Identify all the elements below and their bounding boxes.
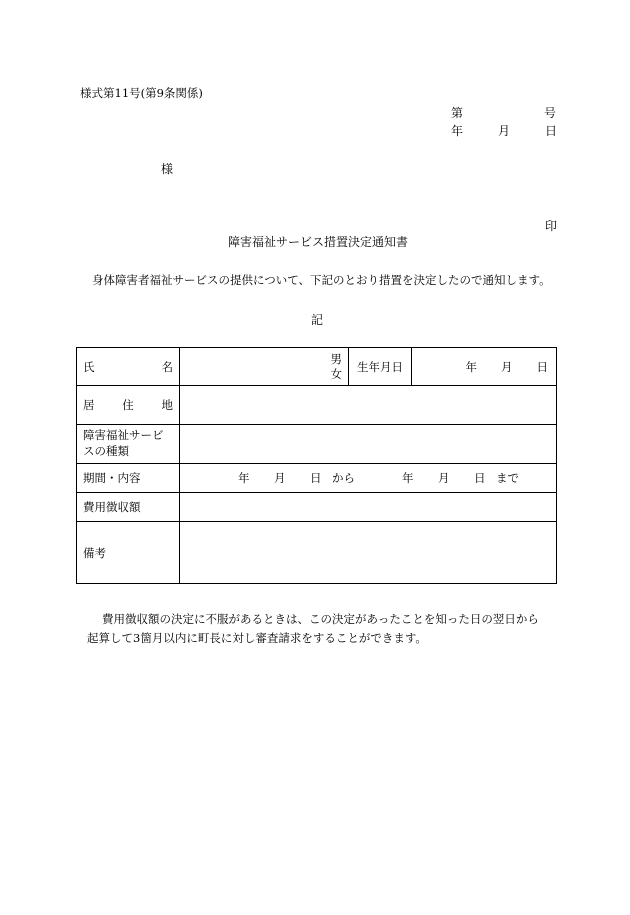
fee-label-cell: 費用徴収額 [77,493,180,522]
period-to-day: 日 [474,471,486,485]
page-title: 障害福祉サービス措置決定通知書 [228,235,409,249]
document-number-suffix: 号 [544,106,557,120]
table-row-period [77,464,557,493]
issue-date-day: 日 [545,124,558,138]
period-to-text: まで [496,471,519,485]
addressee-honorific: 様 [161,162,174,176]
period-from-day: 日 [310,471,322,485]
issue-date-month: 月 [498,124,511,138]
period-from-text: から [332,471,355,485]
remarks-label-cell: 備考 [77,522,180,584]
form-number: 様式第11号(第9条関係) [80,86,203,100]
service-type-label-cell [77,425,180,464]
birth-month: 月 [501,359,513,374]
birth-value-cell [412,348,557,386]
table-row-fee [77,493,557,522]
appeal-note-line2: 起算して3箇月以内に町長に対し審査請求をすることができます。 [87,631,427,645]
period-from-month: 月 [274,471,286,485]
seal-mark: 印 [545,219,558,233]
intro-text: 身体障害者福祉サービスの提供について、下記のとおり措置を決定したので通知します。 [92,273,551,287]
table-row-name [77,348,557,386]
table-row-service-type [77,425,557,464]
name-label-part2: 名 [161,359,173,374]
period-label-cell: 期間・内容 [77,464,180,493]
table-row-residence [77,386,557,425]
residence-label-cell [77,386,180,425]
birth-label-cell: 生年月日 [349,348,412,386]
sex-female: 女 [330,366,342,381]
document-number-prefix: 第 [451,106,464,120]
service-type-label-line2: スの種類 [83,444,129,458]
table-row-remarks [77,522,557,584]
remarks-value-cell [180,522,557,584]
issue-date-year: 年 [451,124,464,138]
residence-value-cell [180,386,557,425]
name-label-part1: 氏 [83,359,95,374]
appeal-note-line1: 費用徴収額の決定に不服があるときは、この決定があったことを知った日の翌日から [102,612,539,626]
service-type-value-cell [180,425,557,464]
name-value-cell [180,348,349,386]
fee-value-cell [180,493,557,522]
period-value-cell [180,464,557,493]
period-to-year: 年 [402,471,414,485]
residence-label-part2: 住 [122,398,134,412]
sex-male: 男 [330,352,342,367]
name-label-cell [77,348,180,386]
period-to-month: 月 [438,471,450,485]
period-from-year: 年 [238,471,250,485]
birth-day: 日 [536,359,548,374]
ki-heading: 記 [311,313,324,327]
residence-label-part3: 地 [161,398,173,412]
birth-year: 年 [465,359,477,374]
residence-label-part1: 居 [83,398,95,412]
service-type-label-line1: 障害福祉サービ [83,428,164,443]
details-table [76,347,557,584]
